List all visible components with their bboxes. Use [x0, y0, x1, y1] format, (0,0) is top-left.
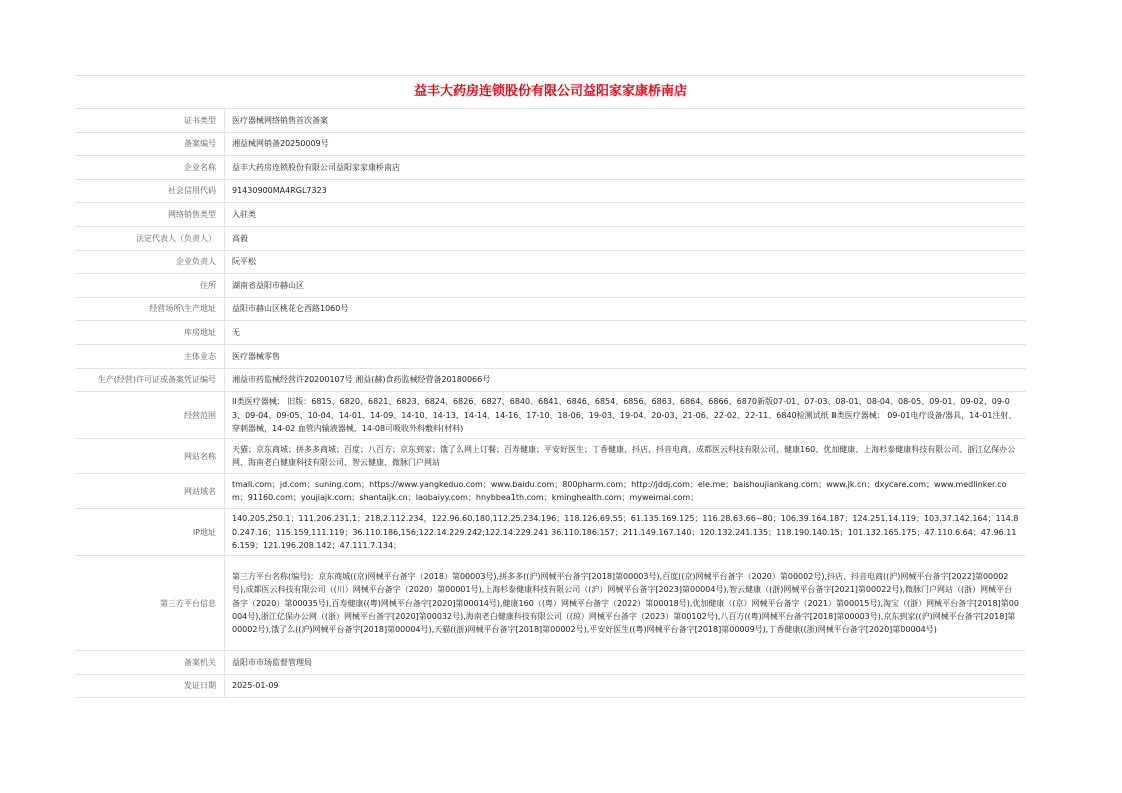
row-filing-authority	[75, 651, 1026, 675]
row-legal-representative	[75, 226, 1026, 250]
row-issue-date	[75, 674, 1026, 697]
row-label: 网络销售类型	[75, 203, 225, 227]
row-website-names	[75, 439, 1026, 474]
row-residence	[75, 274, 1026, 298]
row-value: 91430900MA4RGL7323	[225, 179, 1027, 203]
row-label: IP地址	[75, 509, 225, 556]
row-label: 备案机关	[75, 651, 225, 675]
row-business-address	[75, 297, 1026, 321]
row-label: 企业名称	[75, 156, 225, 180]
row-value: 湘益械网销备20250009号	[225, 132, 1027, 156]
row-label: 网站域名	[75, 474, 225, 509]
row-value: 湖南省益阳市赫山区	[225, 274, 1027, 298]
document-title: 益丰大药房连锁股份有限公司益阳家家康桥南店	[75, 76, 1026, 109]
row-label: 第三方平台信息	[75, 556, 225, 651]
row-license-number	[75, 368, 1026, 392]
row-label: 网站名称	[75, 439, 225, 474]
row-label: 库房地址	[75, 321, 225, 345]
row-value: 医疗器械网络销售首次备案	[225, 109, 1027, 132]
row-warehouse-address	[75, 321, 1026, 345]
row-value: 阮平松	[225, 250, 1027, 274]
row-record-number	[75, 132, 1026, 156]
row-label: 备案编号	[75, 132, 225, 156]
row-business-scope	[75, 392, 1026, 439]
row-business-format	[75, 344, 1026, 368]
row-label: 经营范围	[75, 392, 225, 439]
row-ip-addresses	[75, 509, 1026, 556]
row-label: 社会信用代码	[75, 179, 225, 203]
row-website-domains	[75, 474, 1026, 509]
row-label: 住所	[75, 274, 225, 298]
row-value: 2025-01-09	[232, 681, 279, 691]
row-third-party-platforms	[75, 556, 1026, 651]
row-value: 医疗器械零售	[225, 344, 1027, 368]
row-value: 第三方平台名称(编号)：京东商城((京)网械平台备字（2018）第00003号),拼多多((沪)网械平台备字[2018]第00003号),百度((京)网械平台备字（2020）第00002号),抖店、抖音电商((沪)网械平台备字[2022]第00002号),成都医云科技有限公司（(川）网械平台备字（2020）第00001号),上海杉泰健康科技有限公司（(沪）网械平台备字[2023]第00004号),智云健康（(浙)网械平台备字[2021]第00022号),微脉门户网站（(浙）网械平台备字（2020）第00035号),百寿健康((粤)网械平台备字[2020]第00014号),健康160（(粤）网械平台备字（2022）第00018号),优加健康（(京）网械平台备字（2021）第00015号),淘宝（(浙）网械平台备字[2018]第00004号),浙江亿保办公网（(浙）网械平台备字[2020]第00032号),海南老白健康科技有限公司（(琼）网械平台备字（2023）第00102号),八百方((粤)网械平台备字[2018]第00003号),京东到家((沪)网械平台备字[2018]第00002号),饿了么((沪)网械平台备字[2018]第00004号),天猫((浙)网械平台备字[2018]第00002号),平安好医生((粤)网械平台备字[2018]第00009号),丁香健康((浙)网械平台备字[2020]第00004号)	[225, 556, 1027, 651]
row-credit-code	[75, 179, 1026, 203]
row-value: 入驻类	[225, 203, 1027, 227]
row-value: tmall.com；jd.com；suning.com；https://www.yangkeduo.com；www.baidu.com；800pharm.com；http://jddj.com；ele.me；baishoujiankang.com；www.jk.cn；dxycare.com；www.medlinker.com；91160.com；youjiajk.com；shantaijk.cn；laobaiyy.com；hnybbea1th.com；kminghealth.com；myweimai.com；	[225, 474, 1027, 509]
row-label: 法定代表人（负责人）	[75, 226, 225, 250]
row-sales-type	[75, 203, 1026, 227]
row-value: 湘益市药监械经营许20200107号 湘益(赫)食药监械经营备20180066号	[225, 368, 1027, 392]
row-cert-type	[75, 109, 1026, 132]
row-label: 发证日期	[75, 674, 225, 697]
row-value: 无	[225, 321, 1027, 345]
row-company-name	[75, 156, 1026, 180]
row-label: 主体业态	[75, 344, 225, 368]
row-value: 益丰大药房连锁股份有限公司益阳家家康桥南店	[225, 156, 1027, 180]
row-value: 天猫；京东商城；拼多多商城；百度；八百方；京东到家；饿了么网上订餐；百寿健康；平安好医生；丁香健康、抖店、抖音电商、成都医云科技有限公司、健康160、优加健康、上海杉泰健康科技有限公司、浙江亿保办公网、海南老白健康科技有限公司、智云健康、微脉门户网站	[225, 439, 1027, 474]
row-value: 140.205.250.1；111.206.231.1；218.2.112.234，122.96.60.180,112.25.234.196；118.126.69.55；61.135.169.125；116.28.63.66~80；106.39.164.187；124.251.14.119；103.37.142.164；114.80.247.16；115.159,111.119；36.110.186,156;122.14.229.242;122.14.229.241 36.110.186.157；211.149.167.140；120.132.241.135；118.190.140.15；101.132.165.175；47.110.6.64；47.96.116.159；121.196.208.142；47.111.7.134；	[225, 509, 1027, 556]
row-value: 益阳市赫山区桃花仑西路1060号	[225, 297, 1027, 321]
row-label: 经营场所\生产地址	[75, 297, 225, 321]
row-value: II类医疗器械： 旧版：6815、6820、6821、6823、6824、6826、6827、6840、6841、6846、6854、6856、6863、6864、6866、6870新版07-01、07-03、08-01、08-04、08-05、09-01、09-02、09-03、09-04、09-05、10-04、14-01、14-09、14-10、14-13、14-14、14-16、17-10、18-06、19-03、19-04、20-03、21-06、22-02、22-11、6840检测试纸 Ⅲ类医疗器械： 09-01电疗设备/器具，14-01注射、穿刺器械，14-02 血管内输液器械，14-08可吸收外科敷料(材料)	[225, 392, 1027, 439]
row-value: 高毅	[225, 226, 1027, 250]
row-value: 益阳市市场监督管理局	[225, 651, 1027, 675]
row-label: 生产(经营)许可证或备案凭证编号	[75, 368, 225, 392]
record-document	[75, 75, 1026, 698]
row-label: 证书类型	[75, 109, 225, 132]
row-label: 企业负责人	[75, 250, 225, 274]
row-company-head	[75, 250, 1026, 274]
record-table	[75, 109, 1026, 697]
